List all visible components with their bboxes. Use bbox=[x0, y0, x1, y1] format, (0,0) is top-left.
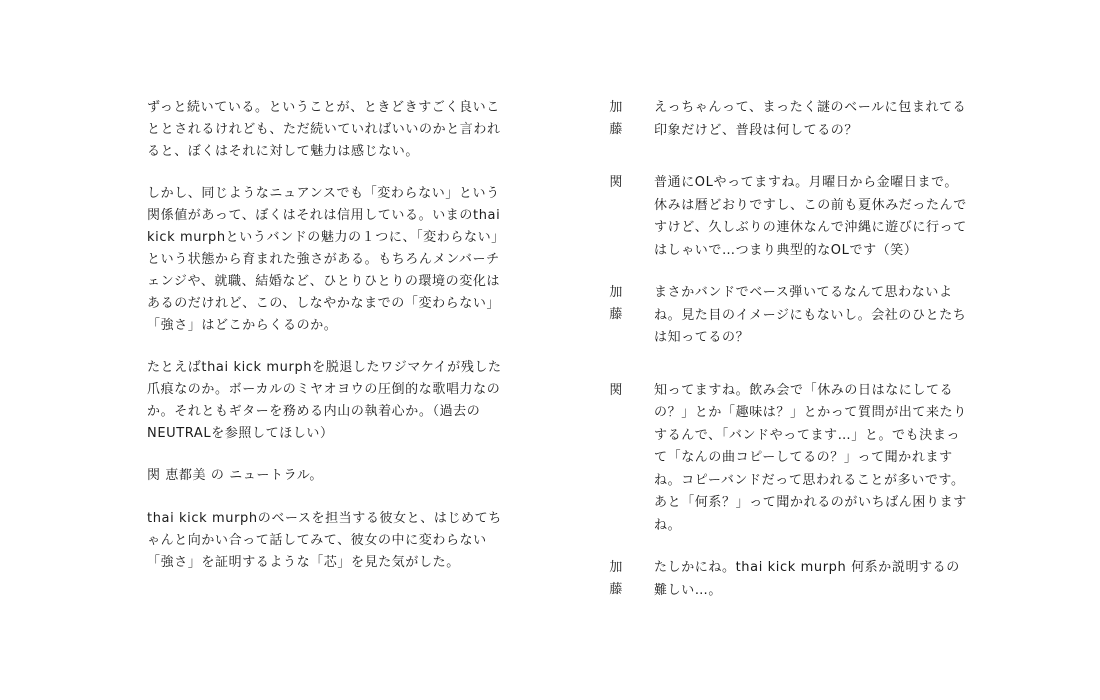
speaker-name: 関 bbox=[609, 382, 623, 398]
speech-text: 普通にOLやってますね。月曜日から金曜日まで。休みは暦どおりですし、この前も夏休みだったんですけど、久しぶりの連休なんで沖縄に遊びに行ってはしゃいで…つまり典型的なOLです（笑） bbox=[654, 175, 967, 258]
essay-paragraph: ずっと続いている。ということが、ときどきすごく良いこととされるけれども、ただ続いていればいいのかと言われると、ぼくはそれに対して魅力は感じない。 bbox=[147, 100, 501, 159]
essay-paragraph: しかし、同じようなニュアンスでも「変わらない」という関係値があって、ぼくはそれは信用している。いまのthai kick murphというバンドの魅力の１つに、「変わらない」という状態から育まれた強さがある。もちろんメンバーチェンジや、就職、結婚など、ひとりひとりの環境の変化はあるのだけれど、この、しなやかなまでの「変わらない」「強さ」はどこからくるのか。 bbox=[147, 186, 505, 333]
interview-turn bbox=[597, 380, 967, 538]
essay-heading: 関 恵都美 の ニュートラル。 bbox=[147, 468, 323, 483]
essay-paragraph: たとえばthai kick murphを脱退したワジマケイが残した爪痕なのか。ボーカルのミヤオヨウの圧倒的な歌唱力なのか。それともギターを務める内山の執着心か。（過去のNEUTRALを参照してほしい） bbox=[147, 360, 502, 441]
speaker-name: 加藤 bbox=[609, 100, 623, 137]
interview-turn bbox=[597, 282, 967, 350]
speech-text: 知ってますね。飲み会で「休みの日はなにしてるの？」とか「趣味は？」とかって質問が出て来たりするんで、「バンドやってます…」と。でも決まって「なんの曲コピーしてるの？」って聞かれますね。コピーバンドだって思われることが多いです。あと「何系？」って聞かれるのがいちばん困りますね。 bbox=[654, 382, 967, 533]
speaker-name: 加藤 bbox=[609, 285, 623, 322]
speaker-name: 加藤 bbox=[609, 560, 623, 597]
speech-text: たしかにね。thai kick murph 何系か説明するの難しい…。 bbox=[654, 560, 960, 598]
speech-text: えっちゃんって、まったく謎のベールに包まれてる印象だけど、普段は何してるの？ bbox=[654, 100, 967, 138]
interview-column bbox=[597, 97, 967, 602]
essay-paragraph: thai kick murphのベースを担当する彼女と、はじめてちゃんと向かい合って話してみて、彼女の中に変わらない「強さ」を証明するような「芯」を見た気がした。 bbox=[147, 511, 502, 570]
essay-column bbox=[147, 97, 507, 594]
interview-turn bbox=[597, 97, 967, 142]
interview-turn bbox=[597, 557, 967, 602]
speaker-name: 関 bbox=[609, 175, 623, 190]
speech-text: まさかバンドでベース弾いてるなんて思わないよね。見た目のイメージにもないし。会社のひとたちは知ってるの？ bbox=[654, 285, 967, 345]
interview-turn bbox=[597, 172, 967, 262]
